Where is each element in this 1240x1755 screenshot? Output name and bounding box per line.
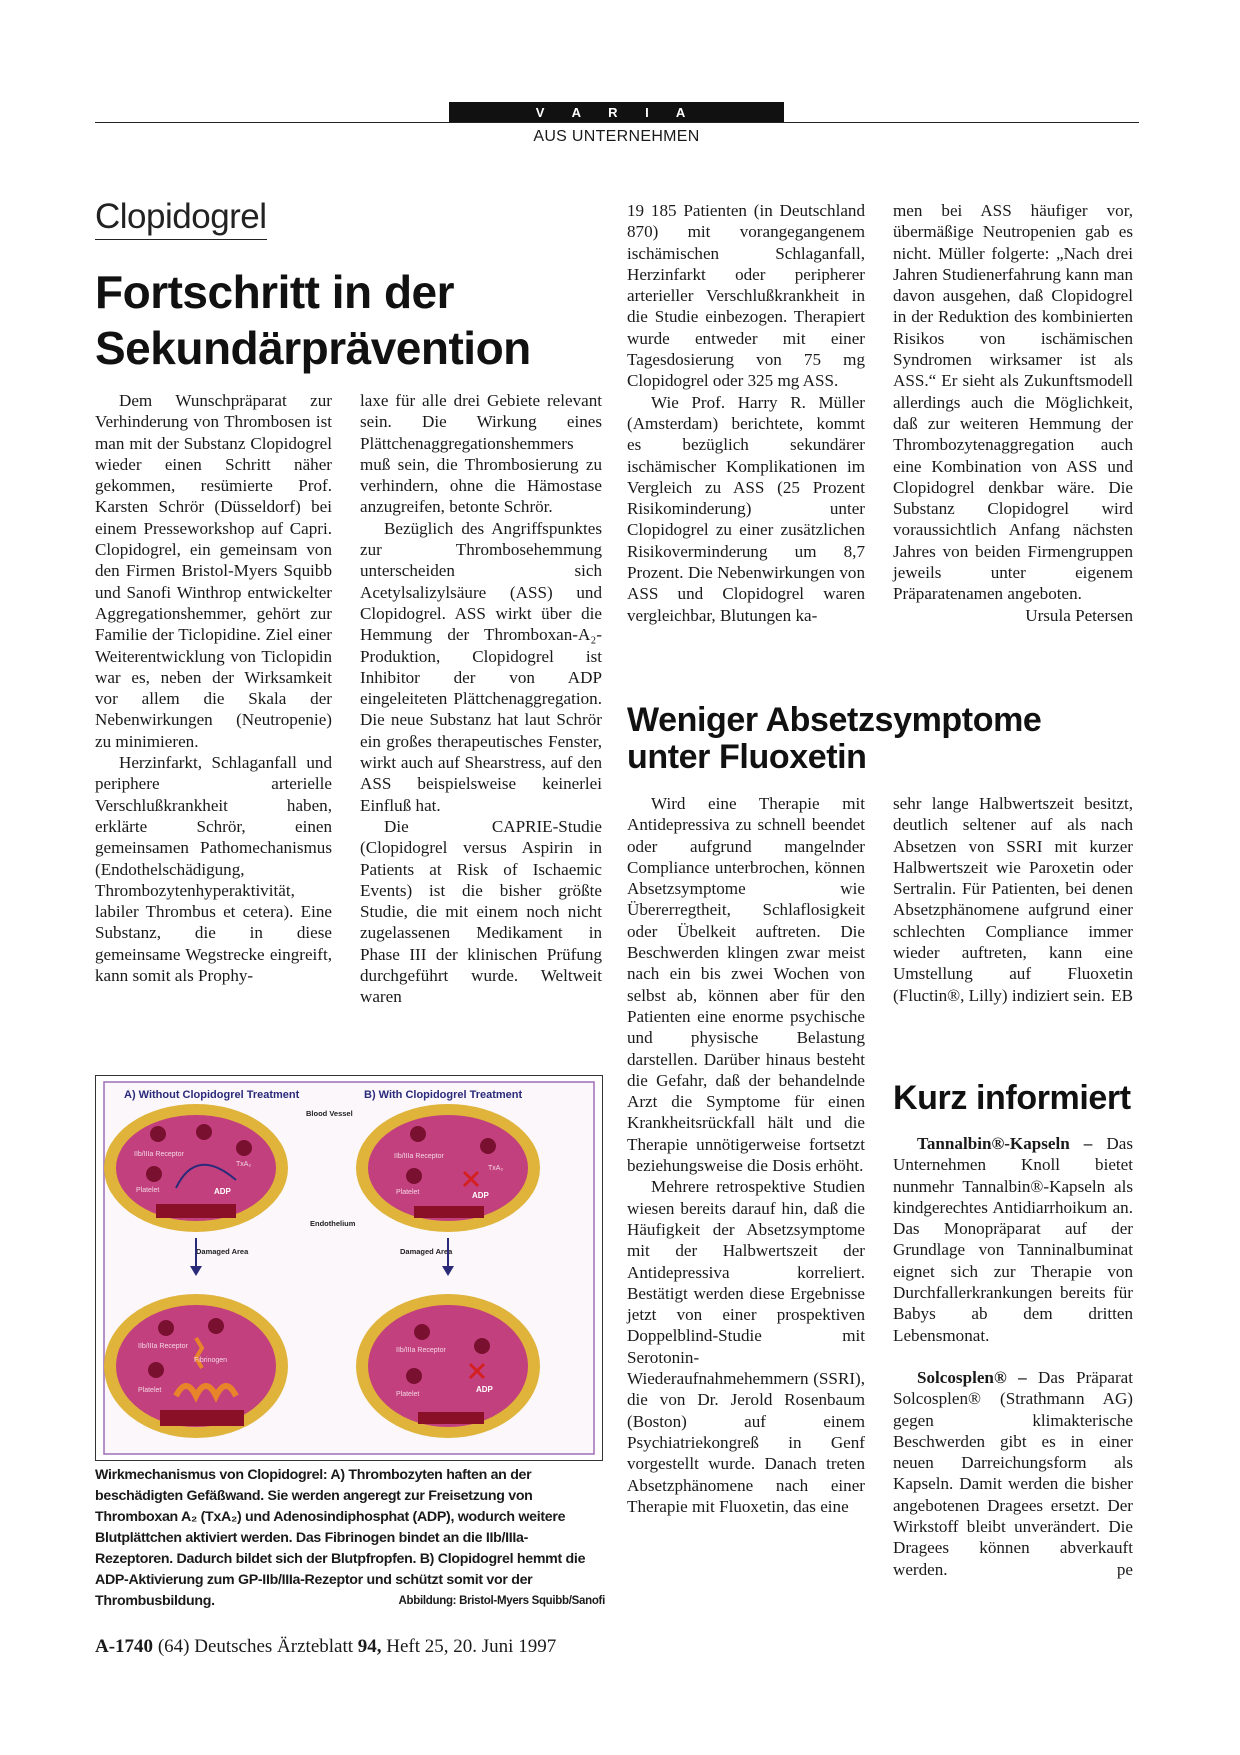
platelet-label: Platelet (138, 1387, 162, 1394)
paragraph: Mehrere retrospektive Studien wiesen bereits darauf hin, daß die Häufigkeit der Absetzsymptome mit der Halbwertszeit der Antidepressiva korreliert. Bestätigt werden diese Ergebnisse jetzt von einer prospektiven Doppelblind-Studie mit Serotonin-Wiederaufnahmehemmern (SSRI), die von Dr. Jerold Rosenbaum (Boston) auf einem Psychiatriekongreß in Genf vorgestellt wurde. Danach treten Absetzphänomene nach einer Therapie mit Fluoxetin, das eine (627, 1177, 865, 1516)
vessel-b-bottom (356, 1294, 540, 1438)
vessel-a-top (104, 1104, 288, 1232)
subsection-label: AUS UNTERNEHMEN (533, 128, 700, 145)
news-item (893, 1367, 1133, 1580)
figure-caption (95, 1465, 605, 1612)
paragraph: 19 185 Patienten (in Deutschland 870) mit vorangegangenem ischämischen Schlaganfall, Herzinfarkt oder peripherer arterieller Verschlußkrankheit in die Studie einbezogen. Therapiert wurde entweder mit einer Tagesdosierung von 75 mg Clopidogrel oder 325 mg ASS. (627, 201, 865, 391)
platelet (150, 1126, 166, 1142)
article1-column-1 (95, 390, 332, 986)
vessel-lumen (368, 1305, 528, 1427)
news-item (893, 1133, 1133, 1346)
author-signature: EB (1111, 985, 1133, 1005)
journal-name: (64) Deutsches Ärzteblatt (157, 1636, 354, 1657)
vessel-lumen (368, 1115, 528, 1221)
article2-column-1 (627, 793, 865, 1517)
paragraph: Wie Prof. Harry R. Müller (Amsterdam) berichtete, kommt es bezüglich sekundärer ischämischer Komplikationen im Vergleich zu ASS (25 Prozent Risikominderung) unter Clopidogrel zu einer zusätzlichen Risikoverminderung um 8,7 Prozent. Die Nebenwirkungen von ASS und Clopidogrel waren vergleichbar, Blutungen ka- (627, 392, 865, 625)
thrombus (160, 1410, 244, 1426)
receptor-label: IIb/IIIa Receptor (134, 1151, 184, 1158)
platelet (148, 1362, 164, 1378)
article-headline (95, 264, 655, 376)
platelet-label: Platelet (136, 1187, 160, 1194)
endothelium-label: Endothelium (310, 1219, 356, 1228)
platelet (410, 1126, 426, 1142)
vessel-lumen (116, 1305, 276, 1427)
panel-b-title: B) With Clopidogrel Treatment (364, 1089, 523, 1101)
headline-line-2: Sekundärprävention (95, 322, 531, 374)
news-item-text: Das Unternehmen Knoll bietet nunmehr Tannalbin®-Kapseln als kindgerechtes Antidiarrhoikum an. Das Monopräparat auf der Grundlage von Tanninalbuminat eignet sich zur Therapie von Durchfallerkrankungen bereits für Babys ab dem dritten Lebensmonat. (893, 1134, 1133, 1345)
paragraph (893, 200, 1133, 625)
vessel-b-top (356, 1104, 540, 1232)
headline-line-1: Fortschritt in der (95, 266, 455, 318)
page-number: A-1740 (95, 1636, 154, 1657)
article2-column-2 (893, 793, 1133, 1006)
adhered-platelets (414, 1206, 484, 1218)
mechanism-figure (95, 1075, 603, 1461)
caption-text: Wirkmechanismus von Clopidogrel: A) Thrombozyten haften an der beschädigten Gefäßwand. Sie werden angeregt zur Freisetzung von Thromboxan A₂ (TxA₂) und Adenosindiphosphat (ADP), wodurch weitere Blutplättchen aktiviert werden. Das Fibrinogen bindet an die IIb/IIIa-Rezeptoren. Dadurch bildet sich der Blutpfropfen. B) Clopidogrel hemmt die ADP-Aktivierung zum GP-IIb/IIIa-Rezeptor und schützt somit vor der Thrombusbildung. (95, 1467, 586, 1609)
article2-headline (627, 702, 1137, 776)
panel-a-title: A) Without Clopidogrel Treatment (124, 1089, 300, 1101)
adp-label: ADP (214, 1187, 231, 1196)
journal-volume: 94, (357, 1636, 382, 1657)
vessel-a-bottom (104, 1294, 288, 1438)
page-footer (95, 1636, 556, 1658)
headline-line-1: Weniger Absetzsymptome (627, 701, 1042, 739)
paragraph (893, 793, 1133, 1006)
platelet (158, 1320, 174, 1336)
adp-label: ADP (476, 1385, 493, 1394)
adhered-platelets (156, 1204, 236, 1218)
figure-credit: Abbildung: Bristol-Myers Squibb/Sanofi (398, 1595, 605, 1607)
platelet (146, 1166, 162, 1182)
paragraph: Bezüglich des Angriffspunktes zur Thrombosehemmung unterscheiden sich Acetylsalizylsäure (ASS) und Clopidogrel. ASS wirkt über die Hemmung der Thromboxan-A₂-Produktion, Clopidogrel ist Inhibitor der von ADP eingeleiteten Plättchenaggregation. Die neue Substanz hat laut Schrör ein großes therapeutisches Fenster, wirkt auch auf Shearstress, auf den ASS beispielsweise keinerlei Einfluß hat. (360, 518, 602, 815)
receptor-label: IIb/IIIa Receptor (396, 1347, 446, 1354)
article1-column-3 (627, 200, 865, 626)
platelet (480, 1138, 496, 1154)
article3-headline: Kurz informiert (893, 1079, 1131, 1117)
damaged-area-label: Damaged Area (196, 1247, 249, 1256)
platelet (406, 1368, 422, 1384)
article1-column-2 (360, 390, 602, 1008)
paragraph: Dem Wunschpräparat zur Verhinderung von Thrombosen ist man mit der Substanz Clopidogrel wieder einen Schritt näher gekommen, resümierte Prof. Karsten Schrör (Düsseldorf) bei einem Presseworkshop auf Capri. Clopidogrel, ein gemeinsam von den Firmen Bristol-Myers Squibb und Sanofi Winthrop entwickelter Aggregationshemmer, gehört zur Familie der Ticlopidine. Ziel einer Weiterentwicklung von Ticlopidin war es, neben der Wirksamkeit vor allem die Skala der Nebenwirkungen (Neutropenie) zu minimieren. (95, 391, 332, 751)
news-item-lead: Solcosplen® – (917, 1367, 1027, 1387)
adp-label: ADP (472, 1191, 489, 1200)
article1-column-4 (893, 200, 1133, 626)
blood-vessel-label: Blood Vessel (306, 1109, 353, 1118)
platelet (208, 1318, 224, 1334)
header-rule (95, 122, 1139, 123)
paragraph-text: men bei ASS häufiger vor, übermäßige Neutropenien gab es nicht. Müller folgerte: „Nach drei Jahren Studienerfahrung kann man davon ausgehen, daß Clopidogrel in der Reduktion des kombinierten Risikos von ischämischen Syndromen wirksamer ist als ASS.“ Er sieht als Zukunftsmodell allerdings auch die Möglichkeit, daß zur weiteren Hemmung der Thrombozytenaggregation auch eine Kombination von ASS und Clopidogrel denkbar wäre. Die Substanz Clopidogrel wird voraussichtlich Anfang nächsten Jahres von beiden Firmengruppen jeweils unter eigenem Präparatenamen angeboten. (893, 201, 1133, 604)
section-bar: V A R I A (449, 102, 784, 123)
author-signature: pe (1116, 1559, 1133, 1579)
news-item-text: Das Präparat Solcosplen® (Strathmann AG) gegen klimakterische Beschwerden gibt es in einer neuen Darreichungsform als Kapseln. Damit werden die bisher angebotenen Dragees ersetzt. Der Wirkstoff bleibt unverändert. Die Dragees können abverkauft werden. (893, 1367, 1133, 1579)
platelet (236, 1140, 252, 1156)
paragraph-text: sehr lange Halbwertszeit besitzt, deutlich seltener auf als nach Absetzen von SSRI mit kurzer Halbwertszeit wie Paroxetin oder Sertralin. Für Patienten, bei denen Absetzphänomene aufgrund einer schlechten Compliance immer wieder auftreten, kann eine Umstellung auf Fluoxetin (Fluctin®, Lilly) indiziert sein. (893, 794, 1133, 1005)
paragraph: Die CAPRIE-Studie (Clopidogrel versus Aspirin in Patients at Risk of Ischaemic Events) ist die bisher größte Studie, die mit einem noch nicht zugelassenen Medikament in Phase III der klinischen Prüfung durchgeführt wurde. Weltweit waren (360, 816, 602, 1007)
article3-column (893, 1133, 1133, 1580)
receptor-label: IIb/IIIa Receptor (394, 1153, 444, 1160)
platelet (406, 1168, 422, 1184)
paragraph: Wird eine Therapie mit Antidepressiva zu schnell beendet oder aufgrund mangelnder Compliance unterbrochen, können Absetzsymptome wie Übererregtheit, Schlaflosigkeit oder Übelkeit auftreten. Die Beschwerden klingen zwar meist nach ein bis zwei Wochen von selbst ab, können aber für den Patienten eine enorme psychische und physische Belastung darstellen. Darüber hinaus besteht die Gefahr, daß der behandelnde Arzt die Symptome für einen Krankheitsrückfall hält und die Therapie unnötigerweise fortsetzt beziehungsweise die Dosis erhöht. (627, 794, 865, 1176)
news-item-lead: Tannalbin®-Kapseln – (917, 1134, 1093, 1153)
paragraph: laxe für alle drei Gebiete relevant sein. Die Wirkung eines Plättchenaggregationshemmers muß sein, die Thrombosierung zu verhindern, ohne die Hämostase anzugreifen, betonte Schrör. (360, 391, 602, 517)
article-kicker: Clopidogrel (95, 197, 267, 240)
figure-illustration (96, 1076, 602, 1460)
adhered-platelets (418, 1412, 484, 1424)
platelet (414, 1324, 430, 1340)
platelet-label: Platelet (396, 1189, 420, 1196)
platelet (474, 1338, 490, 1354)
damaged-area-label: Damaged Area (400, 1247, 453, 1256)
receptor-label: IIb/IIIa Receptor (138, 1343, 188, 1350)
platelet (196, 1124, 212, 1140)
paragraph: Herzinfarkt, Schlaganfall und periphere arterielle Verschlußkrankheit haben, erklärte Schrör, einen gemeinsamen Pathomechanismus (Endothelschädigung, Thrombozytenhyperaktivität, labiler Thrombus et cetera). Eine Substanz, die in diese gemeinsame Wegstrecke eingreift, kann somit als Prophy- (95, 753, 332, 986)
author-signature: Ursula Petersen (1025, 605, 1133, 625)
fibrinogen-label: Fibrinogen (194, 1357, 228, 1364)
txa2-label: TxA₂ (488, 1165, 504, 1172)
issue-date: Heft 25, 20. Juni 1997 (386, 1636, 557, 1657)
txa2-label: TxA₂ (236, 1161, 252, 1168)
platelet-label: Platelet (396, 1391, 420, 1398)
headline-line-2: unter Fluoxetin (627, 738, 867, 776)
